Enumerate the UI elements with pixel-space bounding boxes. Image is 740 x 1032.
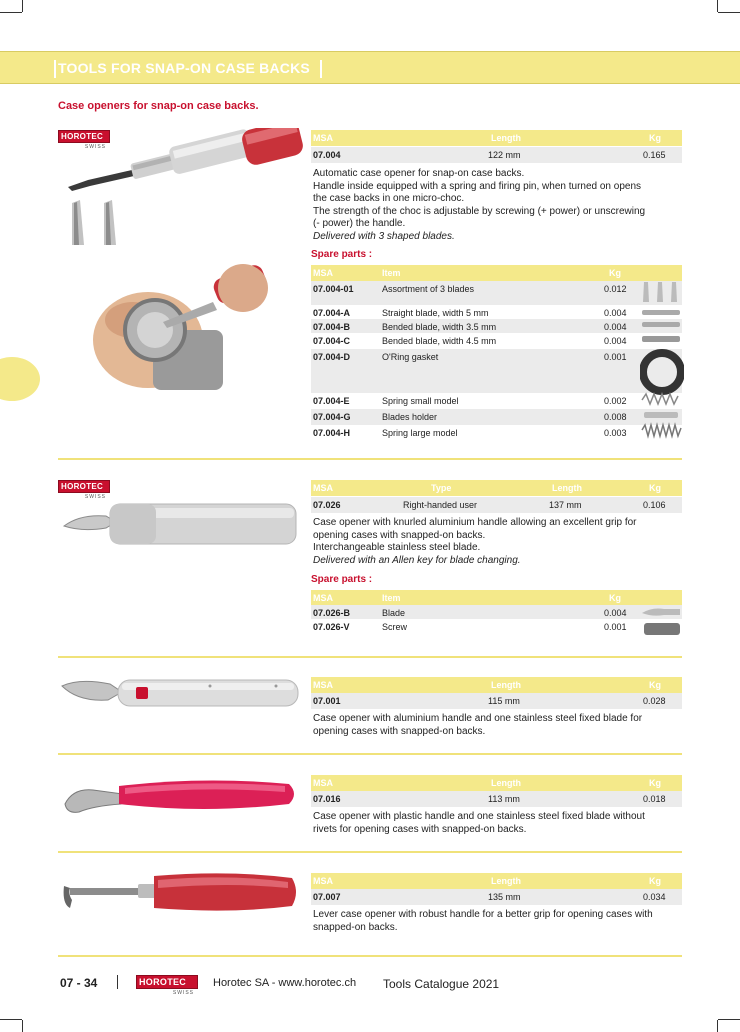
section-banner (0, 51, 740, 84)
footer-catalogue: Tools Catalogue 2021 (383, 977, 500, 991)
spare-row: 07.004-01 Assortment of 3 blades 0.012 (311, 281, 682, 305)
case-opener-in-use-photo (93, 260, 268, 395)
small-spring-icon (642, 394, 678, 404)
spare-row: 07.004-A Straight blade, width 5 mm 0.004 (313, 308, 627, 318)
product-table-row: 07.016 113 mm 0.018 (311, 791, 682, 807)
product-table-header: MSA Length Kg (311, 130, 682, 146)
blades-assortment-icon (643, 282, 677, 302)
product-description: Case opener with knurled aluminium handle allowing an excellent grip for opening cases with snapped-on backs. Interchangeable stainless steel blade. Delivered with an Allen key for blade changing. (313, 517, 637, 566)
banner-bar-right (320, 60, 322, 78)
product-table-row: 07.004 122 mm 0.165 (311, 147, 682, 163)
section-separator (58, 851, 682, 853)
lever-case-opener-image (60, 870, 300, 916)
crop-mark (0, 12, 22, 13)
blade-icon (642, 609, 680, 616)
spare-table-header: MSA Item Kg (311, 590, 682, 606)
spare-parts-thumbnails (640, 280, 684, 442)
page-number: 07 - 34 (60, 976, 98, 990)
product-table-header: MSA Length Kg (311, 873, 682, 889)
plastic-case-opener-image (63, 774, 299, 816)
product-table-header: MSA Length Kg (311, 677, 682, 693)
spare-parts-title: Spare parts : (311, 574, 373, 585)
product-description: Case opener with plastic handle and one stainless steel fixed blade without rivets for opening cases with snapped-on backs. (313, 811, 645, 835)
section-subtitle: Case openers for snap-on case backs. (58, 100, 259, 112)
spare-row: 07.004-G Blades holder 0.008 (311, 409, 682, 425)
crop-mark (718, 12, 740, 13)
product-description: Case opener with aluminium handle and one stainless steel fixed blade for opening cases with snapped-on backs. (313, 713, 643, 737)
horotec-logo: HOROTEC SWISS (136, 975, 198, 989)
blades-holder-icon (644, 412, 678, 418)
section-separator (58, 753, 682, 755)
spare-row: 07.004-H Spring large model 0.003 (313, 428, 627, 438)
side-tab-marker (0, 357, 40, 401)
bended-blade-icon (642, 322, 680, 327)
crop-mark (718, 1019, 740, 1020)
page-title: TOOLS FOR SNAP-ON CASE BACKS (58, 60, 310, 76)
bended-blade-wide-icon (642, 336, 680, 342)
product-table-row: 07.001 115 mm 0.028 (311, 693, 682, 709)
crop-mark (717, 0, 718, 12)
product-table-row: 07.007 135 mm 0.034 (311, 889, 682, 905)
spare-row: 07.004-D O'Ring gasket 0.001 (311, 349, 682, 393)
crop-mark (0, 1019, 22, 1020)
footer-company: Horotec SA - www.horotec.ch (213, 977, 357, 989)
spare-row: 07.026-B Blade 0.004 (311, 605, 682, 619)
product-table-row: 07.026 Right-handed user 137 mm 0.106 (311, 497, 682, 513)
product-table-header: MSA Type Length Kg (311, 480, 682, 496)
product-description: Lever case opener with robust handle for a better grip for opening cases with snapped-on backs. (313, 909, 653, 933)
spare-row: 07.004-E Spring small model 0.002 (313, 396, 627, 406)
crop-mark (22, 0, 23, 12)
large-spring-icon (642, 425, 681, 436)
spare-row: 07.026-V Screw 0.001 (313, 622, 627, 632)
crop-mark (22, 1020, 23, 1032)
crop-mark (717, 1020, 718, 1032)
section-separator (58, 656, 682, 658)
product-description: Automatic case opener for snap-on case backs. Handle inside equipped with a spring and firing pin, when turned on opens the case backs in one micro-choc. The strength of the choc is adjustable by screwing (+ power) or unscrewing (- power) the handle. Delivered with 3 shaped blades. (313, 168, 646, 242)
product-table-header: MSA Length Kg (311, 775, 682, 791)
section-separator (58, 458, 682, 460)
automatic-case-opener-image (60, 128, 305, 253)
section-separator (58, 955, 682, 957)
banner-bar-left (54, 60, 56, 78)
screw-icon (644, 623, 680, 635)
aluminium-case-opener-image (60, 674, 300, 714)
horotec-logo: HOROTEC SWISS (58, 130, 110, 143)
spare-parts-title: Spare parts : (311, 249, 373, 260)
straight-blade-icon (642, 310, 680, 315)
spare-parts-thumbnails (640, 603, 684, 639)
horotec-logo: HOROTEC SWISS (58, 480, 110, 493)
spare-table-header: MSA Item Kg (311, 265, 682, 281)
spare-row: 07.004-C Bended blade, width 4.5 mm 0.004 (313, 336, 627, 346)
knurled-case-opener-image (60, 492, 300, 552)
footer-divider (117, 975, 118, 989)
spare-row: 07.004-B Bended blade, width 3.5 mm 0.004 (311, 319, 682, 333)
o-ring-icon (643, 353, 681, 391)
